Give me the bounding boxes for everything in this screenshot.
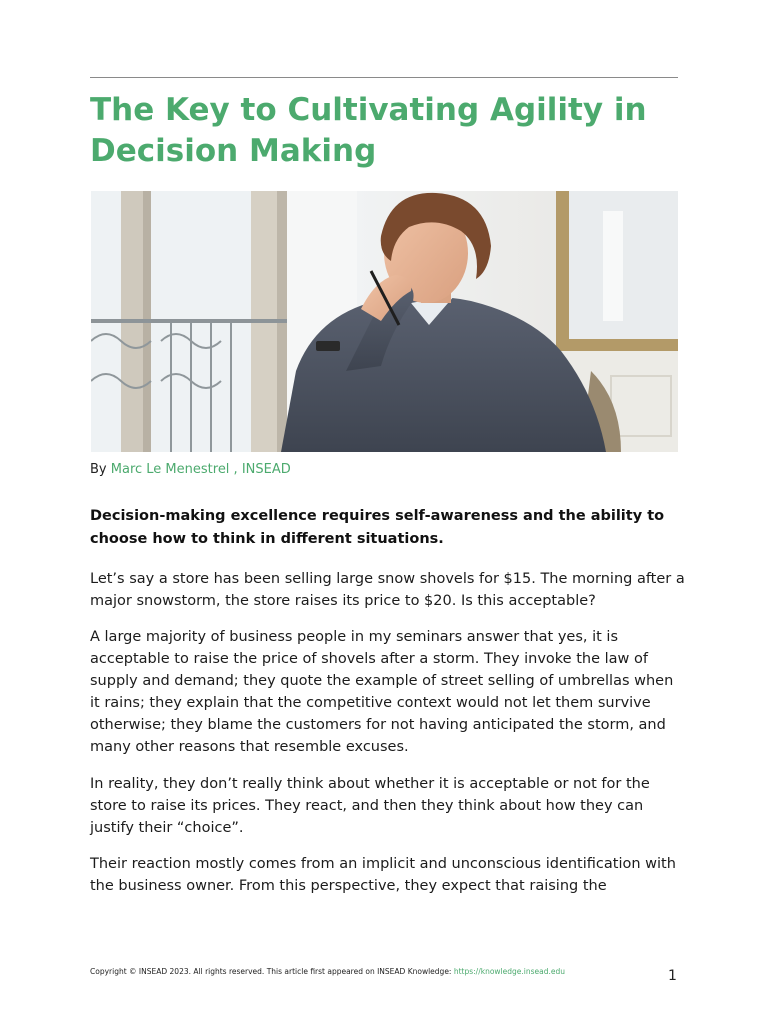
paragraph: A large majority of business people in my seminars answer that yes, it is acceptable to raise the price of shovels after a storm. They invoke the law of supply and demand; they quote the example of street selling of umbrellas when it rains; they explain that the competitive context would not let them survive otherwise; they blame the customers for not having anticipated the storm, and many other reasons that resemble excuses. — [90, 629, 674, 755]
paragraph: In reality, they don’t really think about whether it is acceptable or not for the store to raise its prices. They react, and then they think about how they can justify their “choice”. — [90, 776, 650, 836]
header-rule — [90, 77, 678, 78]
article-title: The Key to Cultivating Agility in Decision Making — [90, 92, 647, 169]
page-number: 1 — [668, 968, 677, 984]
source-link[interactable]: https://knowledge.insead.edu — [453, 967, 565, 976]
paragraph: Their reaction mostly comes from an implicit and unconscious identification with the business owner. From this perspective, they expect that raising the — [90, 856, 676, 894]
page-footer — [90, 967, 565, 977]
article-lead: Decision-making excellence requires self-awareness and the ability to choose how to think in different situations. — [90, 508, 665, 547]
author-link[interactable]: Marc Le Menestrel , INSEAD — [110, 462, 291, 477]
copyright-text: Copyright © INSEAD 2023. All rights reserved. This article first appeared on INSEAD Knowledge: — [90, 967, 454, 976]
woman-thinking-illustration — [91, 191, 678, 452]
paragraph: Let’s say a store has been selling large snow shovels for $15. The morning after a major snowstorm, the store raises its price to $20. Is this acceptable? — [90, 571, 685, 609]
hero-photo — [91, 191, 678, 452]
byline-prefix: By — [90, 462, 107, 477]
byline — [90, 462, 291, 478]
